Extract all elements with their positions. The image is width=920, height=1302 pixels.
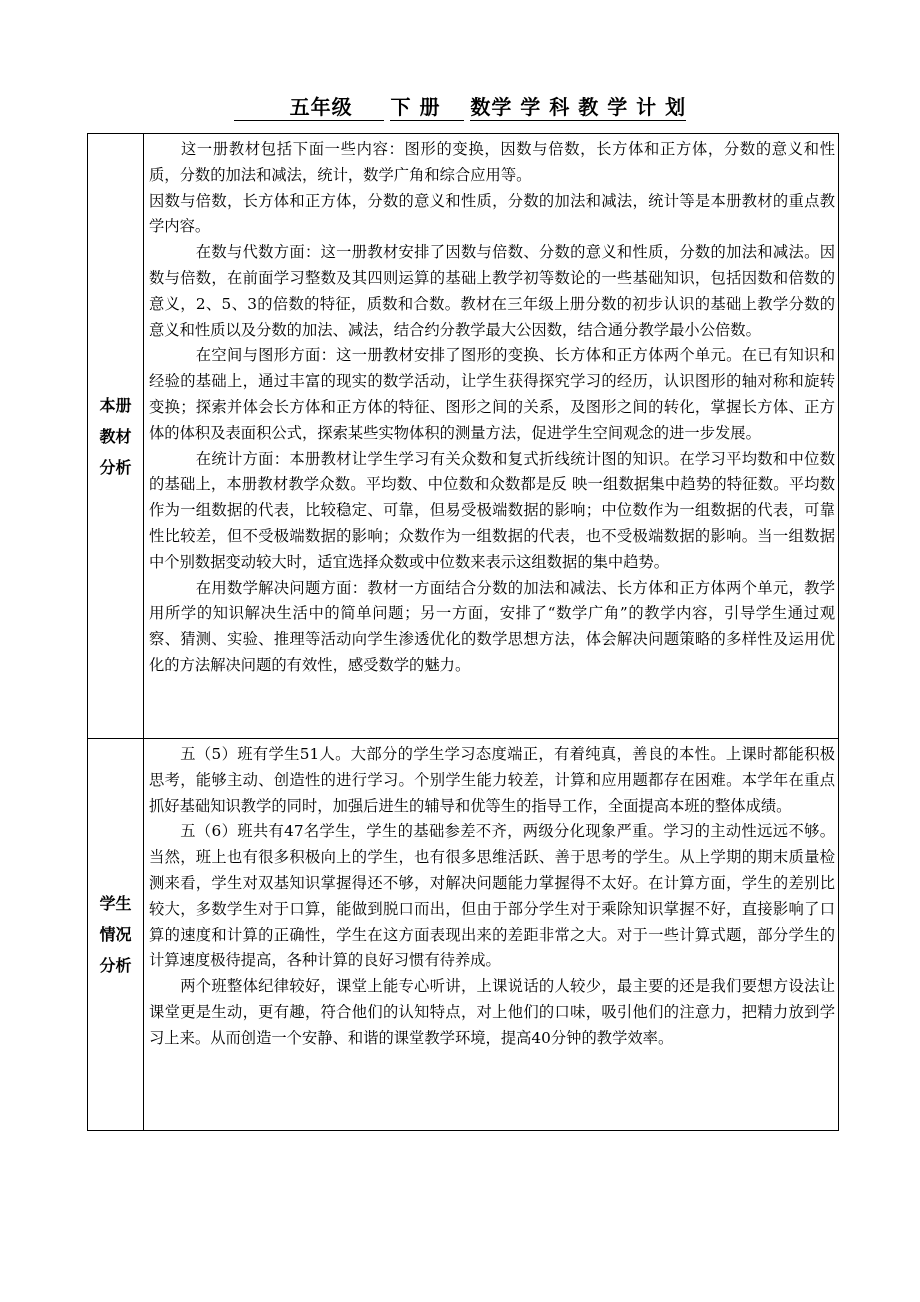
paragraph: 在空间与图形方面：这一册教材安排了图形的变换、长方体和正方体两个单元。在已有知识和经验的基础上，通过丰富的现实的数学活动，让学生获得探究学习的经历，认识图形的轴对称和旋转变换；探索并体会长方体和正方体的特征、图形之间的关系，及图形之间的转化，掌握长方体、正方体的体积及表面积公式，探索某些实物体积的测量方法，促进学生空间观念的进一步发展。 [149, 346, 835, 442]
paragraph: 在用数学解决问题方面：教材一方面结合分数的加法和减法、长方体和正方体两个单元，教学用所学的知识解决生活中的简单问题；另一方面，安排了“数学广角”的教学内容，引导学生通过观察、猜测、实验、推理等活动向学生渗透优化的数学思想方法，体会解决问题策略的多样性及运用优化的方法解决问题的有效性，感受数学的魅力。 [149, 578, 835, 674]
title-subject: 数学 学 科 教 学 计 划 [470, 95, 687, 119]
label-line: 学生 [99, 894, 132, 913]
label-line: 情况 [99, 925, 132, 944]
paragraph: 在数与代数方面：这一册教材安排了因数与倍数、分数的意义和性质，分数的加法和减法。因数与倍数，在前面学习整数及其四则运算的基础上教学初等数论的一些基础知识，包括因数和倍数的意义，2、5、3的倍数的特征，质数和合数。教材在三年级上册分数的初步认识的基础上教学分数的意义和性质以及分数的加法、减法，结合约分教学最大公因数，结合通分教学最小公倍数。 [149, 243, 835, 339]
section-label-textbook [88, 134, 144, 739]
title-term: 下 册 [390, 94, 464, 121]
plan-table [87, 133, 839, 1131]
paragraph: 这一册教材包括下面一些内容：图形的变换，因数与倍数，长方体和正方体，分数的意义和性质，分数的加法和减法，统计，数学广角和综合应用等。 [149, 140, 835, 184]
paragraph: 五（6）班共有47名学生，学生的基础参差不齐，两级分化现象严重。学习的主动性远远不够。当然，班上也有很多积极向上的学生，也有很多思维活跃、善于思考的学生。从上学期的期末质量检测来看，学生对双基知识掌握得还不够，对解决问题能力掌握得不太好。在计算方面，学生的差别比较大，多数学生对于口算，能做到脱口而出，但由于部分学生对于乘除知识掌握不好，直接影响了口算的速度和计算的正确性，学生在这方面表现出来的差距非常之大。对于一些计算式题，部分学生的计算速度极待提高，各种计算的良好习惯有待养成。 [149, 822, 835, 970]
label-line: 分析 [99, 457, 132, 477]
label-line: 分析 [99, 956, 132, 975]
section-body-textbook [144, 134, 839, 739]
paragraph: 因数与倍数，长方体和正方体，分数的意义和性质，分数的加法和减法，统计等是本册教材的重点教学内容。 [149, 191, 835, 236]
section-row-textbook [88, 134, 839, 739]
label-line: 教材 [99, 426, 132, 446]
paragraph: 五（5）班有学生51人。大部分的学生学习态度端正，有着纯真，善良的本性。上课时都能积极思考，能够主动、创造性的进行学习。个别学生能力较差，计算和应用题都存在困难。本学年在重点抓好基础知识教学的同时，加强后进生的辅导和优等生的指导工作，全面提高本班的整体成绩。 [149, 745, 835, 815]
paragraph: 两个班整体纪律较好，课堂上能专心听讲，上课说话的人较少，最主要的还是我们要想方设法让课堂更是生动，更有趣，符合他们的认知特点，对上他们的口味，吸引他们的注意力，把精力放到学习上来。从而创造一个安静、和谐的课堂教学环境，提高40分钟的教学效率。 [149, 977, 835, 1047]
title-grade: 五年级 [234, 94, 385, 121]
section-label-students [88, 739, 144, 1131]
page-title [0, 94, 920, 121]
paragraph: 在统计方面：本册教材让学生学习有关众数和复式折线统计图的知识。在学习平均数和中位数的基础上，本册教材教学众数。平均数、中位数和众数都是反 映一组数据集中趋势的特征数。平均数作为一组数据的代表，比较稳定、可靠，但易受极端数据的影响；中位数作为一组数据的代表，可靠性比较差，但不受极端数据的影响；众数作为一组数据的代表，也不受极端数据的影响。当一组数据中个别数据变动较大时，适宜选择众数或中位数来表示这组数据的集中趋势。 [149, 449, 835, 571]
section-row-students [88, 739, 839, 1131]
label-line: 本册 [99, 395, 132, 415]
section-body-students [144, 739, 839, 1131]
